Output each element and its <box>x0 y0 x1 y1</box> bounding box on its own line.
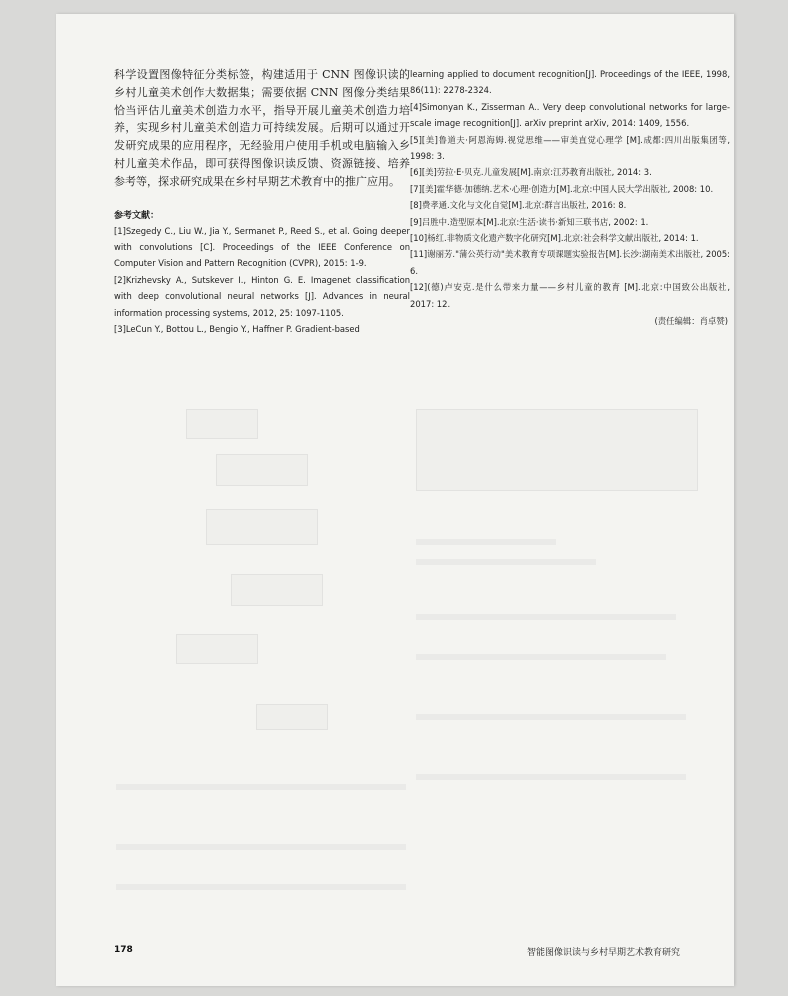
right-column <box>410 66 730 327</box>
journal-page <box>56 14 734 986</box>
bleed-through-line <box>116 844 406 850</box>
bleed-through-line <box>416 654 666 660</box>
references-list-left <box>114 223 410 338</box>
reference-item: [6][美]劳拉·E·贝克.儿童发展[M].南京:江苏教育出版社, 2014: 3. <box>410 167 652 178</box>
bleed-through-box <box>186 409 258 439</box>
bleed-through-box <box>206 509 318 545</box>
reference-item: [10]杨红.非物质文化遗产数字化研究[M].北京:社会科学文献出版社, 2014: 1. <box>410 233 699 244</box>
page-number: 178 <box>114 945 133 955</box>
bleed-through-line <box>116 884 406 890</box>
reference-item: [8]费孝通.文化与文化自觉[M].北京:群言出版社, 2016: 8. <box>410 200 627 211</box>
references-heading: 参考文献： <box>114 210 160 221</box>
bleed-through-line <box>416 714 686 720</box>
bleed-through-line <box>116 784 406 790</box>
reference-item: [1]Szegedy C., Liu W., Jia Y., Sermanet P., Reed S., et al. Going deeper with convolutions [C]. Proceedings of the IEEE Conference on Computer Vision and Pattern Recognition (CVPR), 2015: 1-9. <box>114 225 410 269</box>
bleed-through-line <box>416 614 676 620</box>
bleed-through-line <box>416 559 596 565</box>
running-footer: 智能图像识读与乡村早期艺术教育研究 <box>526 948 680 958</box>
bleed-through-box <box>176 634 258 664</box>
reference-item: [7][美]霍华德·加德纳.艺术·心理·创造力[M].北京:中国人民大学出版社, 2008: 10. <box>410 183 714 194</box>
reference-item: [12](德)卢安克.是什么带来力量——乡村儿童的教育 [M].北京:中国致公出版社, 2017: 12. <box>410 282 730 309</box>
bleed-through-box <box>256 704 328 730</box>
reference-item: [2]Krizhevsky A., Sutskever I., Hinton G. E. Imagenet classification with deep convolutional neural networks [J]. Advances in neural information processing systems, 2012, 25: 1097-1105. <box>114 274 410 318</box>
left-column <box>114 66 410 337</box>
reference-item: [9]吕胜中.造型原本[M].北京:生活·读书·新知三联书店, 2002: 1. <box>410 216 649 227</box>
bleed-through-box <box>216 454 308 486</box>
bleed-through-line <box>416 539 556 545</box>
body-text <box>114 66 410 191</box>
bleed-through-box <box>231 574 323 606</box>
references-list-right <box>410 66 730 312</box>
bleed-through-line <box>416 774 686 780</box>
reference-item: learning applied to document recognition[J]. Proceedings of the IEEE, 1998, 86(11): 2278-2324. <box>410 69 730 96</box>
reference-item: [4]Simonyan K., Zisserman A.. Very deep convolutional networks for large-scale image recognition[J]. arXiv preprint arXiv, 2014: 1409, 1556. <box>410 101 730 129</box>
reference-item: [3]LeCun Y., Bottou L., Bengio Y., Haffner P. Gradient-based <box>114 324 360 335</box>
bleed-through-figure <box>416 409 698 491</box>
reference-item: [5][美]鲁道夫·阿恩海姆.视觉思维——审美直觉心理学 [M].成都:四川出版集团等, 1998: 3. <box>410 134 730 162</box>
body-paragraph: 科学设置图像特征分类标签，构建适用于 CNN 图像识读的乡村儿童美术创作大数据集；需要依据 CNN 图像分类结果恰当评估儿童美术创造力水平，指导开展儿童美术创造力培养，实现乡村儿童美术创造力可持续发展。后期可以通过开发研究成果的应用程序，无经验用户使用手机或电脑输入乡村儿童美术作品，即可获得图像识读反馈、资源链接、培养参考等，探求研究成果在乡村早期艺术教育中的推广应用。 <box>114 68 410 188</box>
editor-note: (责任编辑：肖卓赞) <box>654 316 728 327</box>
reference-item: [11]谢丽芳."蒲公英行动"美术教育专项课题实验报告[M].长沙:湖南美术出版社, 2005: 6. <box>410 249 730 276</box>
